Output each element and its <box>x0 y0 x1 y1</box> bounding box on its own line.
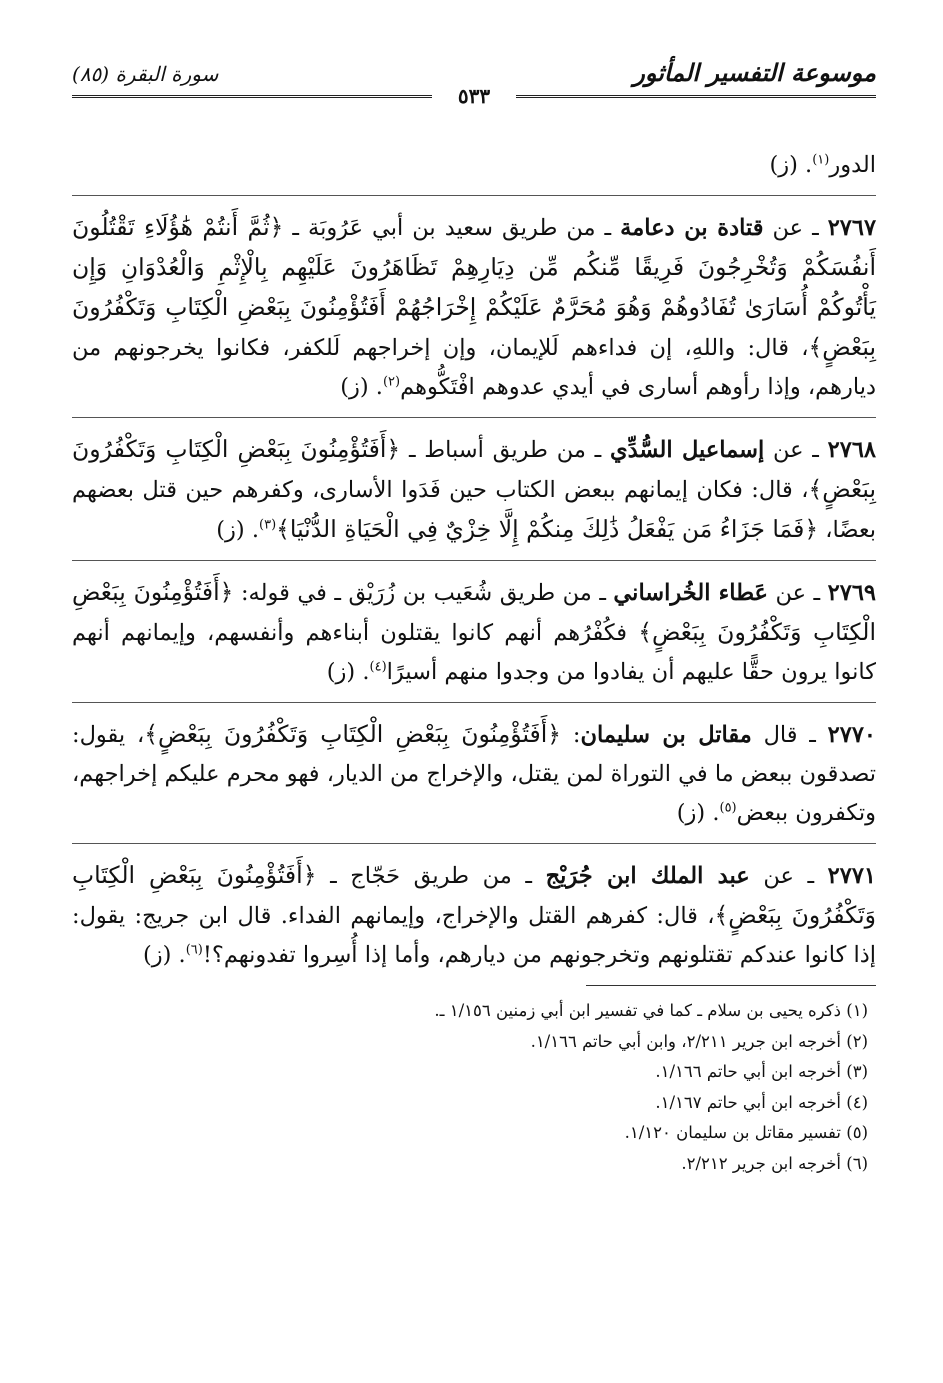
commentary-text: فكُفْرُهم أنهم كانوا يقتلون أبناءهم وأنفسهم، وإيمانهم أنهم كانوا يرون حقًّا عليهم أن يفادوا من وجدوا منهم أسيرًا <box>72 620 876 685</box>
narrator-name: عَطاء الخُراساني <box>613 580 768 606</box>
source-mark: . (ز) <box>216 517 260 543</box>
entry-intro: ـ عن <box>763 215 828 241</box>
source-mark: . (ز) <box>769 152 813 178</box>
commentary-text: ، قال: فكان إيمانهم ببعض الكتاب حين فَدَوا الأسارى، وكفرهم حين قتل بعضهم بعضًا، <box>72 477 876 543</box>
quran-verse: ﴿أَفَتُؤْمِنُونَ بِبَعْضِ الْكِتَابِ وَتَكْفُرُونَ بِبَعْضٍ﴾ <box>72 435 876 503</box>
header-rule-left <box>72 95 432 98</box>
entry-2769 <box>72 573 876 692</box>
quran-verse: ﴿أَفَتُؤْمِنُونَ بِبَعْضِ الْكِتَابِ وَتَكْفُرُونَ بِبَعْضٍ﴾ <box>72 578 876 646</box>
footnote-separator <box>586 985 876 986</box>
main-text <box>72 146 876 975</box>
narrator-name: عبد الملك ابن جُرَيْج <box>545 863 750 889</box>
header-rule <box>72 84 876 108</box>
source-mark: . (ز) <box>142 942 186 968</box>
narrator-name: مقاتل بن سليمان <box>580 722 752 748</box>
entry-intro: ـ عن <box>767 580 828 606</box>
footnote-2: (٢) أخرجه ابن جرير ٢/٢١١، وابن أبي حاتم ١/١٦٦. <box>530 1031 868 1051</box>
footnote-ref: (٤) <box>369 659 387 675</box>
footnote-ref: (٥) <box>719 800 737 816</box>
footnote-3: (٣) أخرجه ابن أبي حاتم ١/١٦٦. <box>655 1062 868 1081</box>
entry-2771 <box>72 856 876 975</box>
footnote-ref: (١) <box>812 152 830 168</box>
entry-intro: ـ عن <box>749 863 828 889</box>
narrator-name: قتادة بن دعامة <box>620 215 764 241</box>
separator-rule <box>72 843 876 844</box>
chain-text: ـ من طريق سعيد بن أبي عَرُوبَة ـ <box>283 215 621 241</box>
quran-verse: ﴿ثُمَّ أَنتُمْ هَٰؤُلَاءِ تَقْتُلُونَ أَنفُسَكُمْ وَتُخْرِجُونَ فَرِيقًا مِّنكُم مِّن دِيَارِهِمْ تَظَاهَرُونَ عَلَيْهِم بِالْإِثْمِ وَالْعُدْوَانِ وَإِن يَأْتُوكُمْ أُسَارَىٰ تُفَادُوهُمْ وَهُوَ مُحَرَّمٌ عَلَيْكُمْ إِخْرَاجُهُمْ أَفَتُؤْمِنُونَ بِبَعْضِ الْكِتَابِ وَتَكْفُرُونَ بِبَعْضٍ﴾ <box>72 213 876 361</box>
quran-verse-2: ﴿فَمَا جَزَاءُ مَن يَفْعَلُ ذَٰلِكَ مِنكُمْ إِلَّا خِزْيٌ فِي الْحَيَاةِ الدُّنْيَا﴾ <box>276 515 819 543</box>
separator-rule <box>72 560 876 561</box>
commentary-text: ، يقول: تصدقون ببعض ما في التوراة لمن يقتل، والإخراج من الديار، فهو محرم عليكم إخراجهم، وتكفرون ببعض <box>72 722 876 826</box>
separator-rule <box>72 417 876 418</box>
entry-number: ٢٧٦٩ <box>827 580 877 606</box>
footnote-ref: (٢) <box>382 374 401 390</box>
book-title: موسوعة التفسير المأثور <box>633 58 876 87</box>
footnote-4: (٤) أخرجه ابن أبي حاتم ١/١٦٧. <box>655 1092 868 1112</box>
surah-reference: سورة البقرة (٨٥) <box>72 62 219 86</box>
opening-line <box>72 146 876 185</box>
entry-2768 <box>72 430 876 550</box>
footnote-ref: (٣) <box>259 517 277 533</box>
page <box>72 50 876 1350</box>
quran-verse: ﴿أَفَتُؤْمِنُونَ بِبَعْضِ الْكِتَابِ وَتَكْفُرُونَ بِبَعْضٍ﴾ <box>144 720 562 748</box>
footnote-6: (٦) أخرجه ابن جرير ٢/٢١٢. <box>681 1153 868 1173</box>
footnote-5: (٥) تفسير مقاتل بن سليمان ١/١٢٠. <box>624 1123 868 1142</box>
footnote-ref: (٦) <box>185 942 203 958</box>
opening-text: الدور <box>829 152 876 178</box>
source-mark: . (ز) <box>326 659 370 685</box>
entry-2770 <box>72 715 876 833</box>
entry-intro: ـ عن <box>764 437 828 463</box>
page-number: ٥٣٣ <box>457 84 491 108</box>
entry-number: ٢٧٧٠ <box>827 722 876 748</box>
chain-text: ـ من طريق أسباط ـ <box>400 437 610 463</box>
chain-text: ـ من طريق حَجّاج ـ <box>316 863 546 889</box>
quran-verse: ﴿أَفَتُؤْمِنُونَ بِبَعْضِ الْكِتَابِ وَتَكْفُرُونَ بِبَعْضٍ﴾ <box>72 861 876 929</box>
entry-number: ٢٧٦٧ <box>827 215 877 241</box>
separator-rule <box>72 702 876 703</box>
footnote-1: (١) ذكره يحيى بن سلام ـ كما في تفسير ابن أبي زمنين ١/١٥٦ ـ. <box>434 1001 868 1020</box>
entry-intro: ـ قال <box>751 722 828 748</box>
source-mark: . (ز) <box>676 800 720 826</box>
commentary-text: ، قال: كفرهم القتل والإخراج، وإيمانهم الفداء. قال ابن جريج: يقول: إذا كانوا عندكم تقتلونهم وتخرجونهم من ديارهم، وأما إذا أُسِروا تفدونهم؟! <box>72 903 876 968</box>
narrator-name: إسماعيل السُّدِّي <box>609 437 765 463</box>
header-rule-right <box>516 95 876 98</box>
chain-text: : <box>561 722 581 748</box>
running-header <box>72 50 876 110</box>
entry-number: ٢٧٧١ <box>827 863 876 889</box>
entry-number: ٢٧٦٨ <box>827 437 876 463</box>
commentary-text: ، قال: واللهِ، إن فداءهم لَلإيمان، وإن إخراجهم لَلكفر، فكانوا يخرجونهم من ديارهم، وإذا رأوهم أسارى في أيدي عدوهم افْتَكُّوهم <box>72 335 876 400</box>
separator-rule <box>72 195 876 196</box>
chain-text: ـ من طريق شُعَيب بن زُرَيْق ـ في قوله: <box>233 580 614 606</box>
entry-2767 <box>72 208 876 407</box>
source-mark: . (ز) <box>340 374 383 400</box>
footnotes <box>72 996 876 1179</box>
